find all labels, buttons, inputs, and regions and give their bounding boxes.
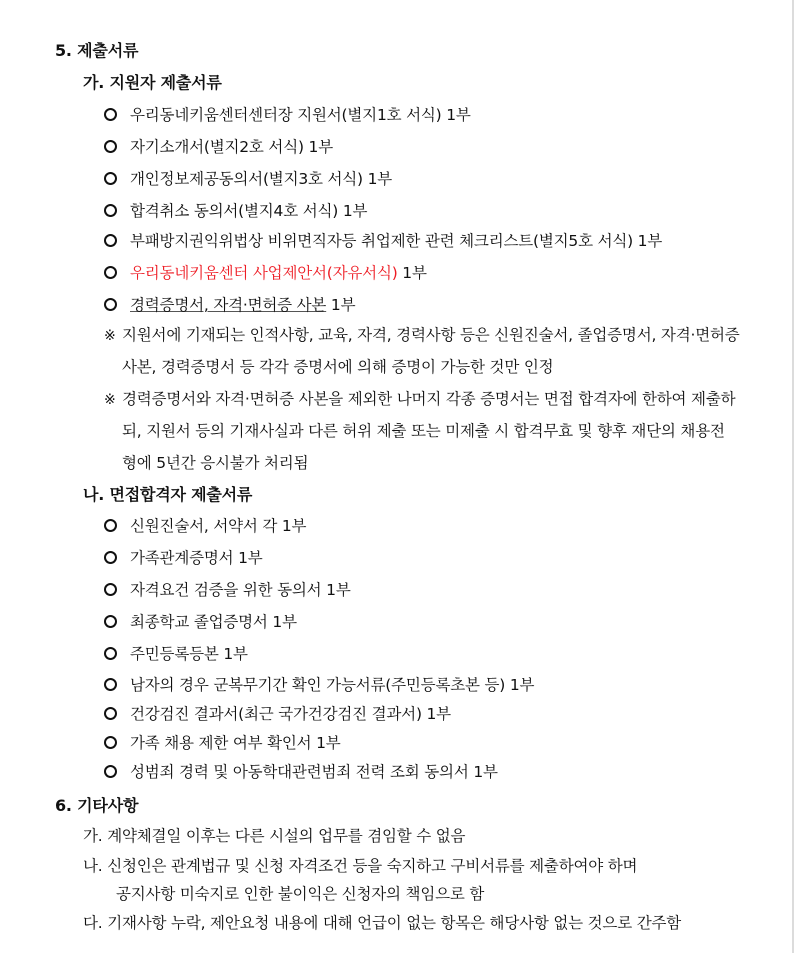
list-item: 자격요건 검증을 위한 동의서 1부 [104, 580, 351, 600]
highlighted-text: 우리동네키움센터 사업제안서(자유서식) [130, 264, 398, 282]
circle-bullet-icon [104, 204, 117, 217]
list-item: 건강검진 결과서(최근 국가건강검진 결과서) 1부 [104, 704, 451, 724]
section-6-item-a: 가. 계약체결일 이후는 다른 시설의 업무를 겸임할 수 없음 [83, 827, 466, 845]
list-item: 남자의 경우 군복무기간 확인 가능서류(주민등록초본 등) 1부 [104, 675, 534, 695]
note-2-continued: 형에 5년간 응시불가 처리됨 [122, 454, 309, 472]
circle-bullet-icon [104, 140, 117, 153]
circle-bullet-icon [104, 707, 117, 720]
section-6-item-b: 나. 신청인은 관계법규 및 신청 자격조건 등을 숙지하고 구비서류를 제출하여야 하며 [83, 857, 638, 875]
list-item: 우리동네키움센터센터장 지원서(별지1호 서식) 1부 [104, 105, 471, 125]
list-item: 개인정보제공동의서(별지3호 서식) 1부 [104, 169, 392, 189]
list-item: 부패방지권익위법상 비위면직자등 취업제한 관련 체크리스트(별지5호 서식) 1부 [104, 231, 662, 251]
note-1-continued: 사본, 경력증명서 등 각각 증명서에 의해 증명이 가능한 것만 인정 [122, 358, 554, 376]
list-item: 신원진술서, 서약서 각 1부 [104, 516, 306, 536]
circle-bullet-icon [104, 678, 117, 691]
circle-bullet-icon [104, 108, 117, 121]
circle-bullet-icon [104, 765, 117, 778]
circle-bullet-icon [104, 736, 117, 749]
circle-bullet-icon [104, 551, 117, 564]
underlined-text: 경력증명서, 자격·면허증 사본 [130, 296, 327, 314]
circle-bullet-icon [104, 298, 117, 311]
note-1: ※ 지원서에 기재되는 인적사항, 교육, 자격, 경력사항 등은 신원진술서, 졸업증명서, 자격·면허증 [104, 326, 740, 344]
note-2: ※ 경력증명서와 자격·면허증 사본을 제외한 나머지 각종 증명서는 면접 합격자에 한하여 제출하 [104, 390, 736, 408]
reference-mark-icon: ※ [104, 328, 116, 344]
list-item: 합격취소 동의서(별지4호 서식) 1부 [104, 201, 367, 221]
circle-bullet-icon [104, 647, 117, 660]
list-item: 가족관계증명서 1부 [104, 548, 263, 568]
section-5-heading: 5. 제출서류 [55, 41, 139, 60]
section-6-item-c: 다. 기재사항 누락, 제안요청 내용에 대해 언급이 없는 항목은 해당사항 없는 것으로 간주함 [83, 914, 682, 932]
list-item: 성범죄 경력 및 아동학대관련범죄 전력 조회 동의서 1부 [104, 762, 498, 782]
circle-bullet-icon [104, 234, 117, 247]
list-item-highlighted: 우리동네키움센터 사업제안서(자유서식) 1부 [104, 263, 427, 283]
note-2-continued: 되, 지원서 등의 기재사실과 다른 허위 제출 또는 미제출 시 합격무효 및 향후 재단의 채용전 [122, 422, 725, 440]
reference-mark-icon: ※ [104, 392, 116, 408]
list-item: 가족 채용 제한 여부 확인서 1부 [104, 733, 341, 753]
subsection-a-heading: 가. 지원자 제출서류 [83, 73, 222, 92]
circle-bullet-icon [104, 172, 117, 185]
circle-bullet-icon [104, 519, 117, 532]
subsection-b-heading: 나. 면접합격자 제출서류 [83, 485, 253, 504]
list-item-underlined: 경력증명서, 자격·면허증 사본 1부 [104, 295, 355, 315]
list-item: 주민등록등본 1부 [104, 644, 248, 664]
circle-bullet-icon [104, 266, 117, 279]
list-item: 최종학교 졸업증명서 1부 [104, 612, 297, 632]
section-6-heading: 6. 기타사항 [55, 796, 139, 815]
list-item: 자기소개서(별지2호 서식) 1부 [104, 137, 333, 157]
circle-bullet-icon [104, 615, 117, 628]
section-6-item-b-continued: 공지사항 미숙지로 인한 불이익은 신청자의 책임으로 함 [116, 885, 485, 903]
circle-bullet-icon [104, 583, 117, 596]
